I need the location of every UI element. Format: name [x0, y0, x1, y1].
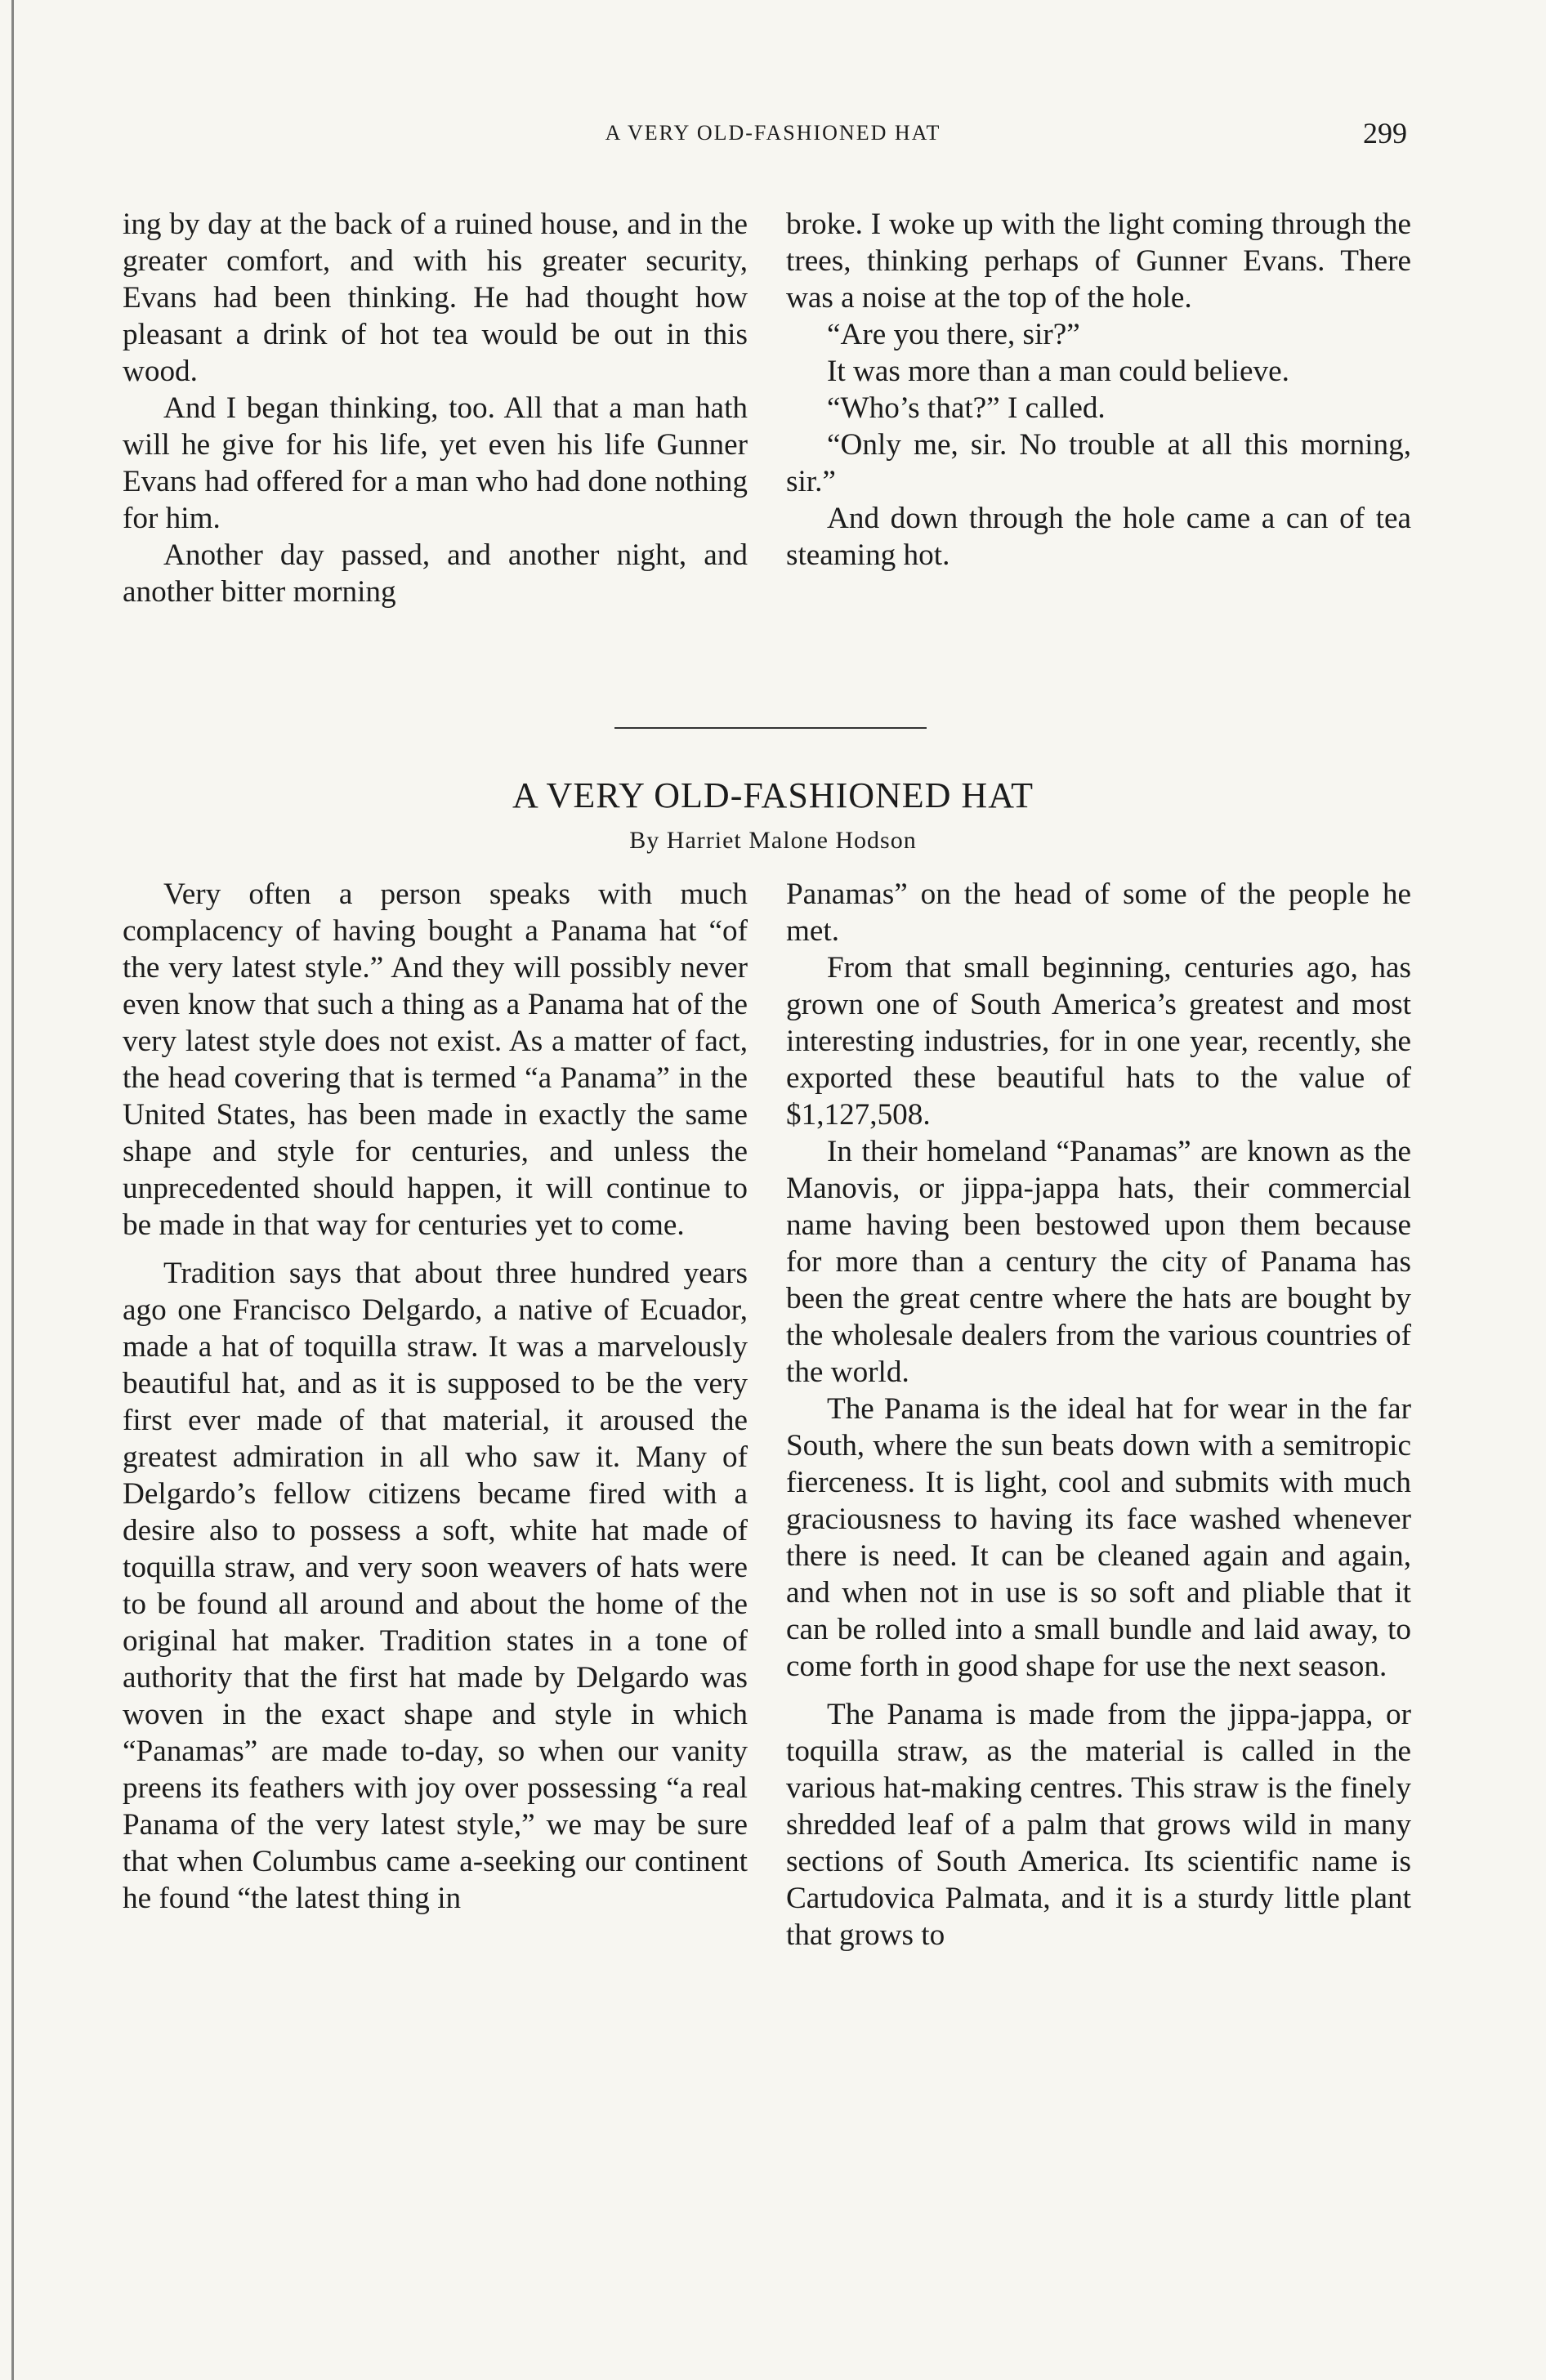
page-number: 299	[1363, 117, 1407, 150]
paragraph: The Panama is made from the jippa-jappa, or toquilla straw, as the material is called in the various hat-making centres. This straw is the finely shredded leaf of a palm that grows wild in many sections of South America. Its scientific name is Cartudovica Palmata, and it is a sturdy little plant that grows to	[786, 1698, 1411, 1952]
byline: By Harriet Malone Hodson	[629, 827, 917, 854]
article-right-column	[786, 876, 1411, 1954]
previous-story-right-column	[786, 206, 1411, 574]
paragraph: “Are you there, sir?”	[827, 318, 1080, 351]
paragraph: The Panama is the ideal hat for wear in the far South, where the sun beats down with a semitropic fierceness. It is light, cool and submits with much graciousness to having its face washed whenever there is need. It can be cleaned again and again, and when not in use is so soft and pliable that it can be rolled into a small bundle and laid away, to come forth in good shape for use the next season.	[786, 1392, 1411, 1683]
paragraph: Panamas” on the head of some of the people he met.	[786, 877, 1411, 948]
previous-story-left-column	[123, 206, 748, 610]
paragraph: It was more than a man could believe.	[827, 355, 1289, 388]
paragraph: broke. I woke up with the light coming through the trees, thinking perhaps of Gunner Evans. There was a noise at the top of the hole.	[786, 208, 1411, 315]
paragraph: ing by day at the back of a ruined house, and in the greater comfort, and with his greater security, Evans had been thinking. He had thought how pleasant a drink of hot tea would be out in this wood.	[123, 208, 748, 388]
paragraph: And I began thinking, too. All that a man hath will he give for his life, yet even his life Gunner Evans had offered for a man who had done nothing for him.	[123, 391, 748, 535]
section-divider	[614, 727, 927, 729]
article-left-column	[123, 876, 748, 1917]
paragraph: “Who’s that?” I called.	[827, 391, 1106, 425]
article-title: A VERY OLD-FASHIONED HAT	[512, 775, 1034, 815]
running-head: A VERY OLD-FASHIONED HAT	[605, 121, 941, 145]
paragraph: Tradition says that about three hundred years ago one Francisco Delgardo, a native of Ecuador, made a hat of toquilla straw. It was a marvelously beautiful hat, and as it is supposed to be the very first ever made of that material, it aroused the greatest admiration in all who saw it. Many of Delgardo’s fellow citizens became fired with a desire also to possess a soft, white hat made of toquilla straw, and very soon weavers of hats were to be found all around and about the home of the original hat maker. Tradition states in a tone of authority that the first hat made by Delgardo was woven in the exact shape and style in which “Panamas” are made to-day, so when our vanity preens its feathers with joy over possessing “a real Panama of the very latest style,” we may be sure that when Columbus came a-seeking our continent he found “the latest thing in	[123, 1257, 748, 1915]
paragraph: And down through the hole came a can of tea steaming hot.	[786, 502, 1411, 572]
paragraph: Very often a person speaks with much complacency of having bought a Panama hat “of the very latest style.” And they will possibly never even know that such a thing as a Panama hat of the very latest style does not exist. As a matter of fact, the head covering that is termed “a Panama” in the United States, has been made in exactly the same shape and style for centuries, and unless the unprecedented should happen, it will continue to be made in that way for centuries yet to come.	[123, 877, 748, 1242]
page-edge-shadow	[11, 0, 14, 2380]
paragraph: From that small beginning, centuries ago, has grown one of South America’s greatest and most interesting industries, for in one year, recently, she exported these beautiful hats to the value of $1,127,508.	[786, 951, 1411, 1132]
paragraph: “Only me, sir. No trouble at all this morning, sir.”	[786, 428, 1411, 498]
paragraph: In their homeland “Panamas” are known as the Manovis, or jippa-jappa hats, their commercial name having been bestowed upon them because for more than a century the city of Panama has been the great centre where the hats are bought by the wholesale dealers from the various countries of the world.	[786, 1135, 1411, 1389]
paragraph: Another day passed, and another night, and another bitter morning	[123, 538, 748, 609]
